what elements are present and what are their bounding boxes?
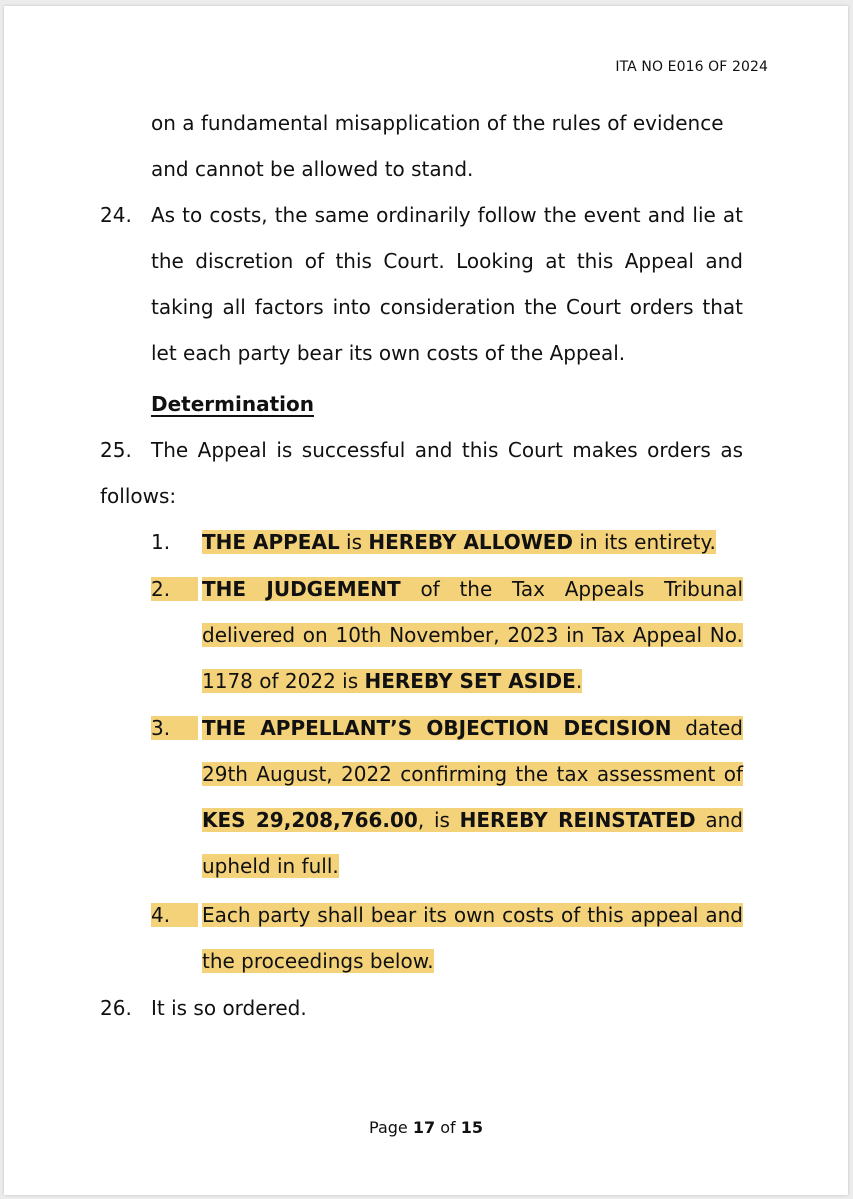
order-2-plain-a: of the Tax Appeals Tribunal delivered on 10th November, 2023 in Tax Appeal No. 1178 of 2022 is <box>202 577 744 693</box>
order-4-number-text: 4. <box>151 903 198 927</box>
footer-page-current: 17 <box>412 1118 436 1137</box>
order-4-text-content: Each party shall bear its own costs of this appeal and the proceedings below. <box>202 903 743 973</box>
order-3-text <box>202 705 743 889</box>
footer-page-total: 15 <box>460 1118 483 1137</box>
paragraph-25-number: 25. <box>100 438 132 462</box>
order-2-number-text: 2. <box>151 577 198 601</box>
continuation-line-2: and cannot be allowed to stand. <box>151 157 474 181</box>
order-3-bold-a: THE APPELLANT’S OBJECTION DECISION <box>202 716 672 740</box>
order-1-plain-a: is <box>339 530 369 554</box>
order-3-bold-b: KES 29,208,766.00 <box>202 808 418 832</box>
footer-of-word: of <box>440 1118 456 1137</box>
order-3-number <box>151 705 198 751</box>
determination-heading: Determination <box>151 392 314 416</box>
paragraph-26-text: It is so ordered. <box>151 996 307 1020</box>
order-2-bold-a: THE JUDGEMENT <box>202 577 401 601</box>
order-2-plain-b: . <box>575 669 583 693</box>
order-1-bold-a: THE APPEAL <box>202 530 340 554</box>
order-3-plain-c: and upheld in full. <box>202 808 743 878</box>
case-reference: ITA NO E016 OF 2024 <box>615 59 768 75</box>
order-2-text <box>202 566 743 704</box>
order-1-text <box>202 519 716 565</box>
order-2-bold-b: HEREBY SET ASIDE <box>364 669 576 693</box>
footer-page-word: Page <box>369 1118 408 1137</box>
order-4-number <box>151 892 198 938</box>
paragraph-24-number: 24. <box>100 203 132 227</box>
paragraph-24-text: As to costs, the same ordinarily follow the event and lie at the discretion of this Court. Looking at this Appeal and taking all factors into consideration the Court orders that let each party bear its own costs of the Appeal. <box>151 203 743 365</box>
order-1-number-text: 1. <box>151 530 171 554</box>
order-3-plain-a: dated 29th August, 2022 confirming the tax assessment of <box>202 716 744 786</box>
paragraph-26-number: 26. <box>100 996 132 1020</box>
order-1-bold-b: HEREBY ALLOWED <box>368 530 574 554</box>
order-4-text <box>202 892 743 984</box>
order-3-number-text: 3. <box>151 716 198 740</box>
order-2-number <box>151 566 198 612</box>
page-number-footer <box>4 1118 848 1137</box>
paragraph-25-line-1: The Appeal is successful and this Court makes orders as <box>151 438 743 462</box>
order-3-bold-c: HEREBY REINSTATED <box>459 808 696 832</box>
order-1-plain-b: in its entirety. <box>573 530 716 554</box>
document-page <box>4 6 848 1195</box>
order-1-number <box>151 519 170 565</box>
paragraph-25-line-2: follows: <box>100 484 177 508</box>
continuation-line-1: on a fundamental misapplication of the rules of evidence <box>151 111 724 135</box>
order-3-plain-b: , is <box>417 808 460 832</box>
